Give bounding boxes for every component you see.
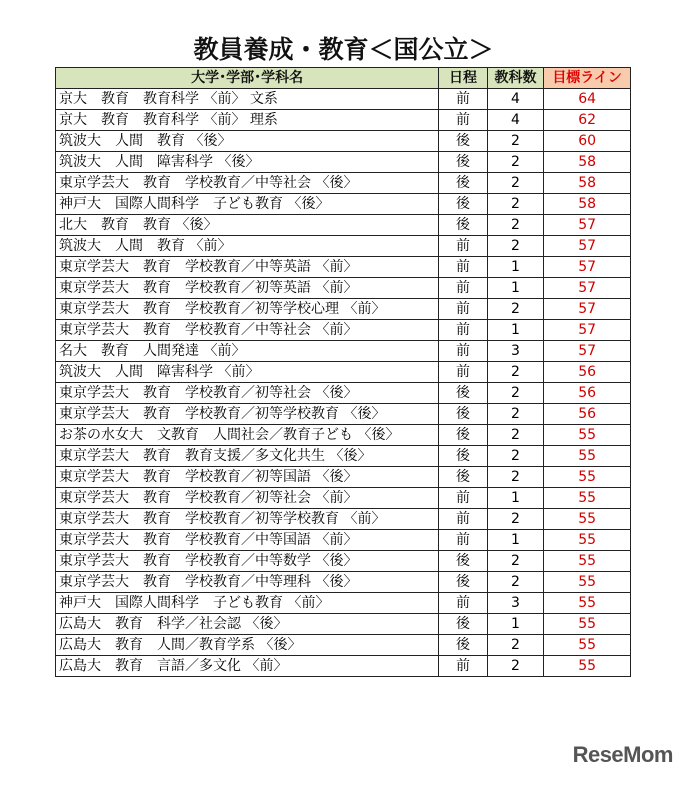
cell-name: 東京学芸大 教育 教育支援／多文化共生 〈後〉: [56, 446, 439, 467]
cell-target: 57: [544, 278, 631, 299]
table-row: [56, 173, 631, 194]
table-row: [56, 404, 631, 425]
cell-target: 56: [544, 404, 631, 425]
cell-target: 60: [544, 131, 631, 152]
cell-target: 55: [544, 572, 631, 593]
cell-schedule: 後: [439, 635, 487, 656]
header-subjects: 教科数: [487, 68, 543, 89]
cell-subjects: 2: [487, 362, 543, 383]
cell-name: 東京学芸大 教育 学校教育／初等国語 〈後〉: [56, 467, 439, 488]
cell-subjects: 2: [487, 173, 543, 194]
cell-schedule: 前: [439, 257, 487, 278]
cell-schedule: 前: [439, 299, 487, 320]
cell-target: 55: [544, 467, 631, 488]
cell-subjects: 2: [487, 425, 543, 446]
cell-subjects: 2: [487, 404, 543, 425]
cell-target: 62: [544, 110, 631, 131]
cell-target: 55: [544, 614, 631, 635]
cell-subjects: 2: [487, 467, 543, 488]
cell-name: 京大 教育 教育科学 〈前〉 文系: [56, 89, 439, 110]
cell-subjects: 4: [487, 110, 543, 131]
cell-subjects: 1: [487, 278, 543, 299]
cell-subjects: 1: [487, 614, 543, 635]
cell-target: 55: [544, 425, 631, 446]
cell-subjects: 2: [487, 446, 543, 467]
table-row: [56, 467, 631, 488]
cell-schedule: 前: [439, 89, 487, 110]
cell-target: 57: [544, 299, 631, 320]
cell-name: 東京学芸大 教育 学校教育／中等英語 〈前〉: [56, 257, 439, 278]
cell-target: 57: [544, 257, 631, 278]
cell-schedule: 前: [439, 110, 487, 131]
cell-name: 東京学芸大 教育 学校教育／中等社会 〈前〉: [56, 320, 439, 341]
cell-subjects: 1: [487, 320, 543, 341]
cell-subjects: 1: [487, 257, 543, 278]
cell-schedule: 後: [439, 572, 487, 593]
table-row: [56, 362, 631, 383]
cell-subjects: 2: [487, 383, 543, 404]
cell-subjects: 2: [487, 656, 543, 677]
table-row: [56, 236, 631, 257]
table-row: [56, 425, 631, 446]
table-row: [56, 656, 631, 677]
cell-name: 筑波大 人間 教育 〈後〉: [56, 131, 439, 152]
cell-target: 58: [544, 173, 631, 194]
cell-name: 東京学芸大 教育 学校教育／初等社会 〈後〉: [56, 383, 439, 404]
table-row: [56, 614, 631, 635]
cell-subjects: 2: [487, 194, 543, 215]
cell-name: 神戸大 国際人間科学 子ども教育 〈前〉: [56, 593, 439, 614]
cell-target: 55: [544, 509, 631, 530]
table-row: [56, 257, 631, 278]
cell-name: 東京学芸大 教育 学校教育／中等社会 〈後〉: [56, 173, 439, 194]
cell-name: 筑波大 人間 障害科学 〈後〉: [56, 152, 439, 173]
cell-name: 広島大 教育 言語／多文化 〈前〉: [56, 656, 439, 677]
cell-schedule: 前: [439, 656, 487, 677]
cell-schedule: 前: [439, 488, 487, 509]
cell-name: お茶の水女大 文教育 人間社会／教育子ども 〈後〉: [56, 425, 439, 446]
cell-name: 神戸大 国際人間科学 子ども教育 〈後〉: [56, 194, 439, 215]
cell-target: 55: [544, 488, 631, 509]
cell-subjects: 2: [487, 635, 543, 656]
ranking-table: [55, 67, 631, 677]
cell-schedule: 前: [439, 362, 487, 383]
cell-name: 東京学芸大 教育 学校教育／中等国語 〈前〉: [56, 530, 439, 551]
cell-subjects: 1: [487, 488, 543, 509]
cell-subjects: 2: [487, 236, 543, 257]
cell-name: 北大 教育 教育 〈後〉: [56, 215, 439, 236]
table-row: [56, 278, 631, 299]
table-row: [56, 320, 631, 341]
cell-target: 57: [544, 341, 631, 362]
page-title: 教員養成・教育＜国公立＞: [193, 35, 494, 64]
cell-subjects: 2: [487, 152, 543, 173]
cell-name: 名大 教育 人間発達 〈前〉: [56, 341, 439, 362]
cell-name: 東京学芸大 教育 学校教育／初等英語 〈前〉: [56, 278, 439, 299]
cell-target: 58: [544, 152, 631, 173]
cell-subjects: 2: [487, 131, 543, 152]
cell-schedule: 前: [439, 278, 487, 299]
cell-schedule: 前: [439, 593, 487, 614]
table-row: [56, 383, 631, 404]
cell-subjects: 1: [487, 530, 543, 551]
cell-schedule: 前: [439, 509, 487, 530]
cell-target: 57: [544, 215, 631, 236]
cell-schedule: 後: [439, 404, 487, 425]
cell-schedule: 後: [439, 383, 487, 404]
cell-schedule: 後: [439, 173, 487, 194]
table-row: [56, 110, 631, 131]
table-row: [56, 446, 631, 467]
cell-name: 筑波大 人間 障害科学 〈前〉: [56, 362, 439, 383]
resemom-logo: ReseMom: [572, 742, 673, 767]
cell-schedule: 前: [439, 320, 487, 341]
cell-schedule: 後: [439, 152, 487, 173]
cell-name: 東京学芸大 教育 学校教育／初等社会 〈前〉: [56, 488, 439, 509]
cell-schedule: 後: [439, 614, 487, 635]
cell-subjects: 3: [487, 593, 543, 614]
cell-target: 56: [544, 362, 631, 383]
table-row: [56, 593, 631, 614]
cell-name: 京大 教育 教育科学 〈前〉 理系: [56, 110, 439, 131]
table-row: [56, 530, 631, 551]
cell-name: 東京学芸大 教育 学校教育／初等学校教育 〈後〉: [56, 404, 439, 425]
table-row: [56, 152, 631, 173]
table-row: [56, 635, 631, 656]
cell-target: 57: [544, 236, 631, 257]
table-row: [56, 551, 631, 572]
cell-name: 筑波大 人間 教育 〈前〉: [56, 236, 439, 257]
header-schedule: 日程: [439, 68, 487, 89]
table-row: [56, 509, 631, 530]
table-header: [56, 68, 631, 89]
cell-name: 広島大 教育 人間／教育学系 〈後〉: [56, 635, 439, 656]
header-name: 大学･学部･学科名: [56, 68, 439, 89]
cell-name: 東京学芸大 教育 学校教育／初等学校教育 〈前〉: [56, 509, 439, 530]
cell-schedule: 前: [439, 341, 487, 362]
cell-schedule: 後: [439, 467, 487, 488]
cell-target: 55: [544, 635, 631, 656]
cell-target: 55: [544, 551, 631, 572]
table-row: [56, 131, 631, 152]
header-target: 目標ライン: [544, 68, 631, 89]
cell-subjects: 2: [487, 299, 543, 320]
cell-schedule: 後: [439, 215, 487, 236]
cell-schedule: 前: [439, 530, 487, 551]
cell-target: 58: [544, 194, 631, 215]
cell-schedule: 前: [439, 236, 487, 257]
table-row: [56, 89, 631, 110]
cell-subjects: 2: [487, 509, 543, 530]
cell-subjects: 3: [487, 341, 543, 362]
cell-schedule: 後: [439, 551, 487, 572]
cell-name: 東京学芸大 教育 学校教育／初等学校心理 〈前〉: [56, 299, 439, 320]
table-row: [56, 341, 631, 362]
cell-name: 東京学芸大 教育 学校教育／中等理科 〈後〉: [56, 572, 439, 593]
cell-schedule: 後: [439, 131, 487, 152]
cell-subjects: 4: [487, 89, 543, 110]
cell-subjects: 2: [487, 551, 543, 572]
cell-schedule: 後: [439, 446, 487, 467]
table-row: [56, 194, 631, 215]
cell-schedule: 後: [439, 194, 487, 215]
cell-target: 55: [544, 446, 631, 467]
cell-target: 55: [544, 593, 631, 614]
table-row: [56, 299, 631, 320]
cell-target: 64: [544, 89, 631, 110]
table-row: [56, 215, 631, 236]
cell-target: 55: [544, 656, 631, 677]
cell-subjects: 2: [487, 215, 543, 236]
cell-name: 東京学芸大 教育 学校教育／中等数学 〈後〉: [56, 551, 439, 572]
cell-target: 56: [544, 383, 631, 404]
table-row: [56, 488, 631, 509]
cell-name: 広島大 教育 科学／社会認 〈後〉: [56, 614, 439, 635]
table-row: [56, 572, 631, 593]
cell-subjects: 2: [487, 572, 543, 593]
cell-schedule: 後: [439, 425, 487, 446]
cell-target: 55: [544, 530, 631, 551]
cell-target: 57: [544, 320, 631, 341]
